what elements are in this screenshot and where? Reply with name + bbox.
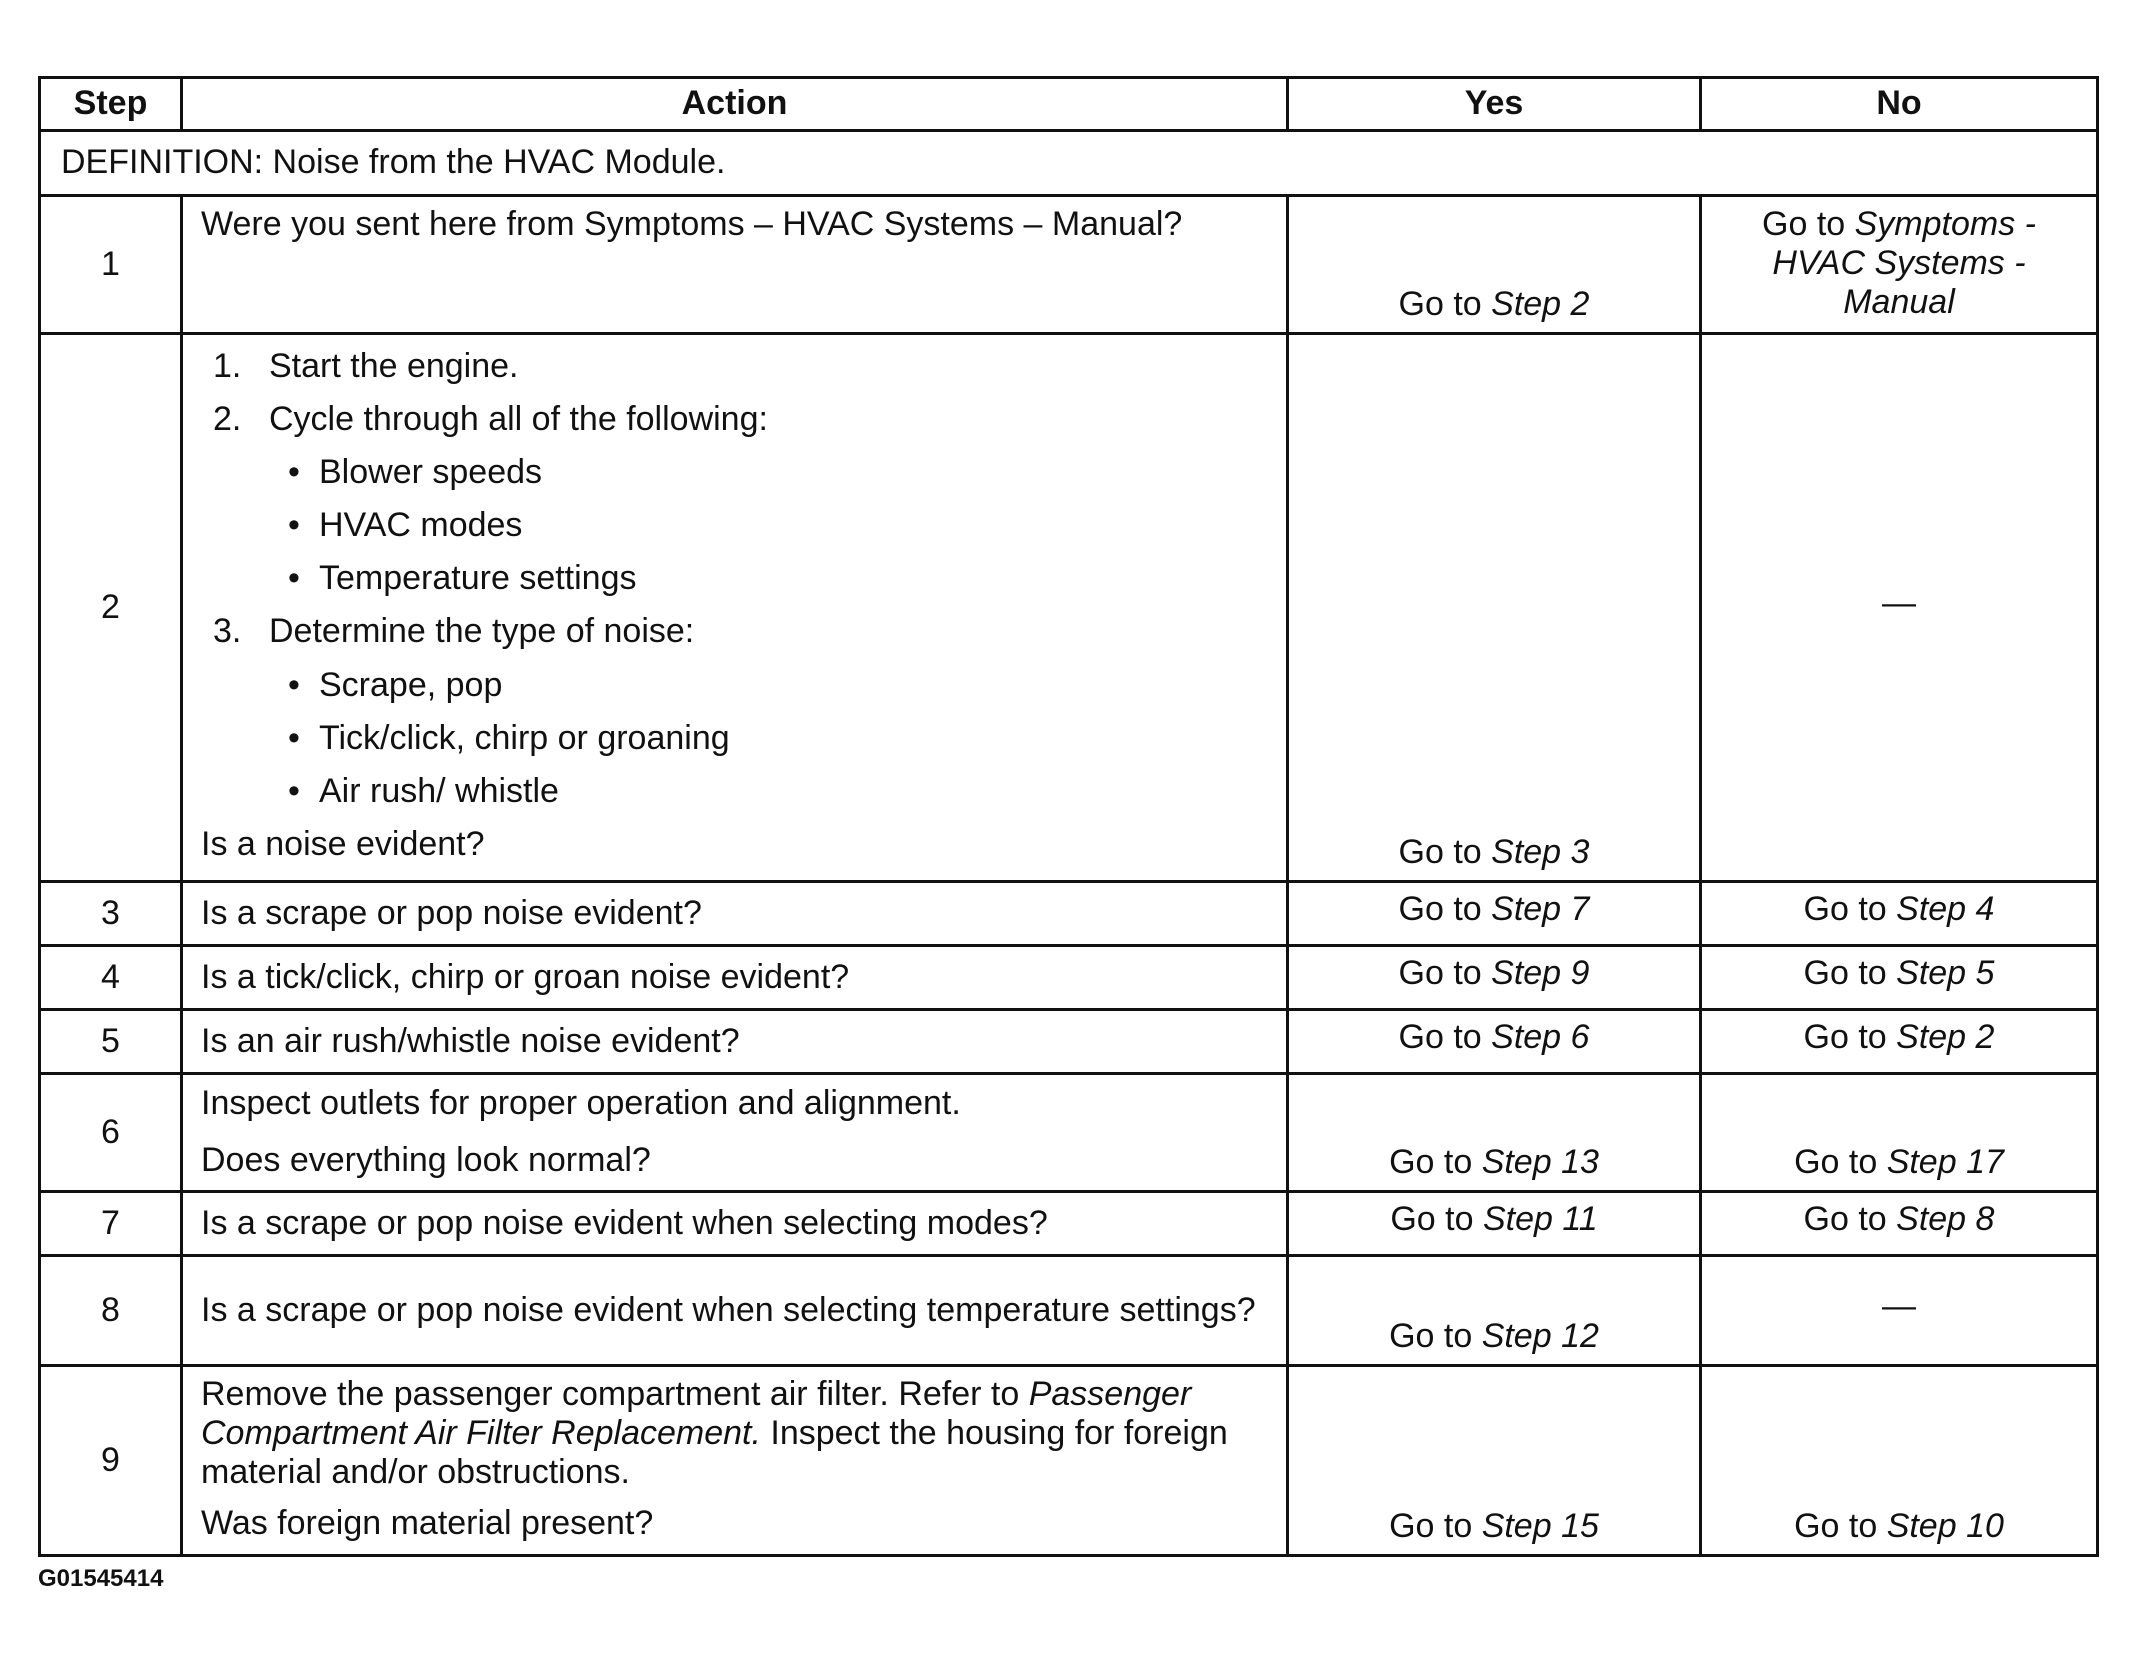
no-prefix: Go to	[1794, 1506, 1887, 1545]
no-prefix: Go to	[1762, 205, 1855, 243]
question-text: Was foreign material present?	[201, 1504, 654, 1543]
item-body	[269, 612, 1268, 810]
bullet-item	[269, 559, 1268, 598]
bullet-dot: •	[288, 771, 300, 810]
no-link[interactable]: Step 10	[1886, 1506, 2004, 1545]
no-cell	[1701, 1073, 2098, 1191]
action-text: Inspect outlets for proper operation and alignment.	[201, 1084, 961, 1123]
action-cell	[182, 1191, 1288, 1255]
yes-link[interactable]: Step 13	[1481, 1142, 1599, 1181]
action-cell	[182, 881, 1288, 945]
yes-link[interactable]: Step 3	[1491, 832, 1590, 871]
bullet-text: Temperature settings	[319, 559, 637, 598]
yes-prefix: Go to	[1398, 889, 1492, 928]
table-row	[40, 196, 2098, 334]
yes-link[interactable]: Step 9	[1491, 953, 1590, 992]
yes-prefix: Go to	[1389, 1316, 1482, 1355]
header-row	[40, 78, 2098, 131]
yes-link[interactable]: Step 7	[1491, 889, 1590, 928]
table-row	[40, 1255, 2098, 1365]
yes-cell	[1288, 334, 1701, 882]
reference-link[interactable]: Passenger Compartment Air Filter Replacement.	[201, 1374, 1192, 1453]
table-row	[40, 1073, 2098, 1191]
no-prefix: Go to	[1803, 953, 1897, 992]
no-cell	[1701, 881, 2098, 945]
action-text: Is an air rush/whistle noise evident?	[201, 1021, 740, 1060]
yes-cell	[1288, 1191, 1701, 1255]
question-text: Does everything look normal?	[201, 1141, 651, 1180]
action-cell	[182, 334, 1288, 882]
action-cell	[182, 1365, 1288, 1555]
diagnostic-table	[38, 76, 2099, 1557]
bullet-text: Air rush/ whistle	[319, 771, 559, 810]
no-cell	[1701, 1365, 2098, 1555]
yes-link[interactable]: Step 11	[1482, 1199, 1598, 1238]
action-part2: Inspect the housing for foreign material and/or obstructions.	[201, 1414, 1228, 1492]
bullet-text: Scrape, pop	[319, 665, 503, 704]
table-row	[40, 881, 2098, 945]
item-text: Determine the type of noise:	[269, 612, 695, 651]
bullet-text: HVAC modes	[319, 506, 523, 545]
header-step: Step	[40, 78, 182, 131]
bullet-dot: •	[288, 559, 300, 598]
question-text: Is a noise evident?	[201, 824, 485, 863]
no-cell	[1701, 196, 2098, 334]
procedure-item	[201, 612, 1268, 810]
yes-prefix: Go to	[1398, 832, 1492, 871]
no-prefix: Go to	[1803, 1017, 1897, 1056]
table-row	[40, 1191, 2098, 1255]
yes-link[interactable]: Step 2	[1491, 284, 1590, 323]
table-row	[40, 1009, 2098, 1073]
table-row	[40, 334, 2098, 882]
yes-cell	[1288, 1255, 1701, 1365]
yes-link[interactable]: Step 12	[1481, 1316, 1599, 1355]
item-text: Cycle through all of the following:	[269, 400, 768, 439]
bullet-dot: •	[288, 453, 300, 492]
no-cell: —	[1701, 1255, 2098, 1365]
bullet-list	[269, 666, 1268, 811]
action-cell	[182, 1073, 1288, 1191]
action-text: Is a scrape or pop noise evident when selecting temperature settings?	[201, 1290, 1256, 1329]
procedure-item	[201, 400, 1268, 598]
header-no: No	[1701, 78, 2098, 131]
step-number: 2	[40, 334, 182, 882]
step-number: 9	[40, 1365, 182, 1555]
action-text: Is a scrape or pop noise evident when selecting modes?	[201, 1203, 1048, 1242]
no-link[interactable]: Step 2	[1896, 1017, 1995, 1056]
no-link[interactable]: Step 8	[1896, 1199, 1995, 1238]
no-cell	[1701, 1009, 2098, 1073]
step-number: 7	[40, 1191, 182, 1255]
no-cell	[1701, 1191, 2098, 1255]
yes-prefix: Go to	[1398, 953, 1492, 992]
figure-id: G01545414	[38, 1565, 164, 1592]
item-number: 3.	[213, 612, 242, 651]
no-prefix: Go to	[1803, 889, 1897, 928]
yes-cell	[1288, 945, 1701, 1009]
definition-row	[40, 131, 2098, 196]
step-number: 1	[40, 196, 182, 334]
table-row	[40, 1365, 2098, 1555]
table-body	[40, 131, 2098, 1556]
yes-cell	[1288, 1009, 1701, 1073]
no-prefix: Go to	[1794, 1142, 1887, 1181]
no-link[interactable]: Step 4	[1896, 889, 1995, 928]
yes-prefix: Go to	[1398, 1017, 1492, 1056]
step-number: 5	[40, 1009, 182, 1073]
item-body	[269, 400, 1268, 598]
definition-text: DEFINITION: Noise from the HVAC Module.	[40, 131, 2098, 196]
bullet-item	[269, 719, 1268, 758]
no-link[interactable]: Step 5	[1896, 953, 1995, 992]
bullet-text: Tick/click, chirp or groaning	[319, 718, 730, 757]
yes-prefix: Go to	[1389, 1142, 1482, 1181]
action-cell	[182, 1255, 1288, 1365]
bullet-text: Blower speeds	[319, 453, 543, 492]
bullet-dot: •	[288, 665, 300, 704]
procedure-item	[201, 347, 1268, 386]
no-cell: —	[1701, 334, 2098, 882]
bullet-item	[269, 772, 1268, 811]
action-text: Is a scrape or pop noise evident?	[201, 893, 702, 932]
header-yes: Yes	[1288, 78, 1701, 131]
step-number: 6	[40, 1073, 182, 1191]
item-text: Start the engine.	[269, 347, 519, 385]
action-cell	[182, 1009, 1288, 1073]
item-number: 2.	[213, 400, 242, 439]
yes-cell	[1288, 1073, 1701, 1191]
yes-link[interactable]: Step 6	[1491, 1017, 1590, 1056]
bullet-item	[269, 453, 1268, 492]
yes-cell	[1288, 881, 1701, 945]
no-link[interactable]: Step 17	[1886, 1142, 2004, 1181]
action-cell	[182, 945, 1288, 1009]
table-row	[40, 945, 2098, 1009]
yes-prefix: Go to	[1398, 284, 1492, 323]
no-link[interactable]: Symptoms - HVAC Systems - Manual	[1772, 205, 2036, 322]
table-header	[40, 78, 2098, 131]
action-text: Were you sent here from Symptoms – HVAC Systems – Manual?	[201, 205, 1183, 243]
yes-cell	[1288, 196, 1701, 334]
no-prefix: Go to	[1803, 1199, 1897, 1238]
step-number: 8	[40, 1255, 182, 1365]
action-cell	[182, 196, 1288, 334]
bullet-list	[269, 453, 1268, 598]
no-cell	[1701, 945, 2098, 1009]
action-text	[201, 1375, 1268, 1492]
action-text: Is a tick/click, chirp or groan noise evident?	[201, 957, 850, 996]
action-part1: Remove the passenger compartment air filter. Refer to	[201, 1374, 1029, 1413]
yes-link[interactable]: Step 15	[1481, 1506, 1599, 1545]
bullet-item	[269, 666, 1268, 705]
header-action: Action	[182, 78, 1288, 131]
bullet-item	[269, 506, 1268, 545]
yes-prefix: Go to	[1390, 1199, 1483, 1238]
bullet-dot: •	[288, 506, 300, 545]
bullet-dot: •	[288, 718, 300, 757]
step-number: 4	[40, 945, 182, 1009]
procedure-list	[201, 347, 1268, 811]
yes-cell	[1288, 1365, 1701, 1555]
yes-prefix: Go to	[1389, 1506, 1482, 1545]
step-number: 3	[40, 881, 182, 945]
item-number: 1.	[213, 347, 242, 385]
